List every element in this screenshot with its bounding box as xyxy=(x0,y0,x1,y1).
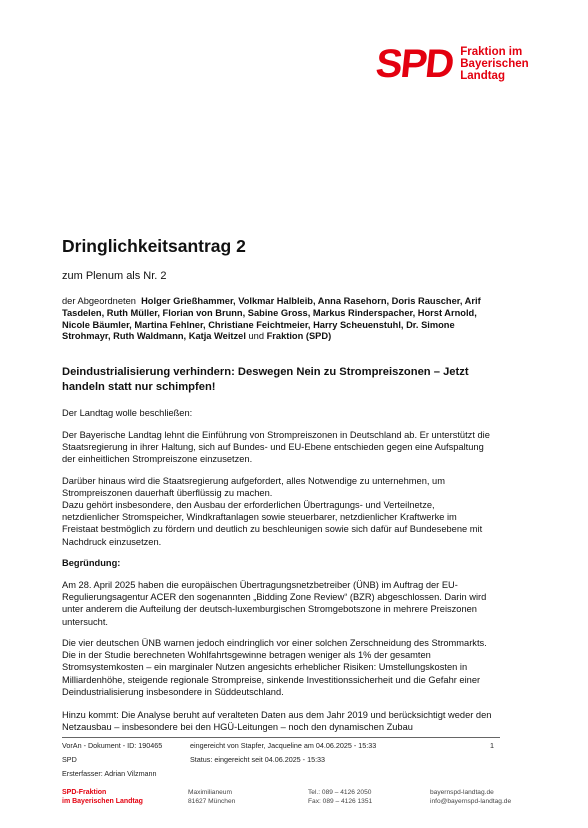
footer-contact xyxy=(430,788,511,806)
submitted-by: eingereicht von Stapfer, Jacqueline am 04.06.2025 - 15:33 xyxy=(190,741,377,750)
footer-meta-row-2 xyxy=(62,755,500,764)
footer-tel: Tel.: 089 – 4126 2050 xyxy=(308,789,372,796)
footer-phone xyxy=(308,788,372,806)
first-author: Ersterfasser: Adrian Vilzmann xyxy=(62,769,157,778)
motion-heading: Deindustrialisierung verhindern: Deswegen Nein zu Strompreiszonen – Jetzt handeln statt nur schimpfen! xyxy=(62,366,469,393)
authors-faction: Fraktion (SPD) xyxy=(266,331,332,342)
footer-rule xyxy=(62,737,500,738)
logo-mark: SPD xyxy=(373,42,455,86)
paragraph-5: Hinzu kommt: Die Analyse beruht auf veralteten Daten aus dem Jahr 2019 und berücksichtigt weder den Netzausbau – insbesondere bei den HGÜ-Leitungen – noch den dynamischen Zubau xyxy=(62,710,492,733)
authors-joiner: und xyxy=(248,331,265,342)
logo-text xyxy=(460,46,528,82)
footer-org-line-1: SPD-Fraktion xyxy=(62,789,107,796)
intro-paragraph: Der Landtag wolle beschließen: xyxy=(62,408,193,418)
document-subtitle: zum Plenum als Nr. 2 xyxy=(62,270,167,282)
authors-prefix: der Abgeordneten xyxy=(62,296,136,306)
logo-line-2: Bayerischen xyxy=(460,58,529,70)
logo-line-3: Landtag xyxy=(460,70,505,82)
footer-address-line-1: Maximilianeum xyxy=(188,789,232,796)
party: SPD xyxy=(62,755,77,764)
authors-paragraph xyxy=(62,296,492,343)
page-number: 1 xyxy=(490,741,494,750)
footer-meta-row-3 xyxy=(62,769,500,778)
paragraph-2a: Darüber hinaus wird die Staatsregierung aufgefordert, alles Notwendige zu unternehmen, um Strompreiszonen dauerhaft überflüssig zu machen. xyxy=(62,476,445,499)
begruendung-label: Begründung: xyxy=(62,558,121,568)
paragraph-3: Am 28. April 2025 haben die europäischen Übertragungsnetzbetreiber (ÜNB) im Auftrag der EU-Regulierungsagentur ACER den sogenannten „Bidding Zone Review“ (BZR) abgeschlossen. Darin wird unter anderem die Aufteilung der deutsch-luxemburgischen Stromgebotszone in mehrere Preiszonen untersucht. xyxy=(62,580,487,627)
authors-names: Holger Grießhammer, Volkmar Halbleib, Anna Rasehorn, Doris Rauscher, Arif Tasdelen, Ruth Müller, Florian von Brunn, Sabine Gross, Markus Rinderspacher, Horst Arnold, Nicole Bäumler, Martina Fehlner, Christiane Feichtmeier, Harry Scheuenstuhl, Dr. Simone Strohmayr, Ruth Waldmann, Katja Weitzel xyxy=(62,296,481,342)
footer-fax: Fax: 089 – 4126 1351 xyxy=(308,798,373,805)
paragraph-1: Der Bayerische Landtag lehnt die Einführung von Strompreiszonen in Deutschland ab. Er unterstützt die Staatsregierung in ihrer Haltung, sich auf Bundes- und EU-Ebene entschieden gegen eine Aufspaltung der einheitlichen Strompreiszone einzusetzen. xyxy=(62,430,490,465)
footer-address xyxy=(188,788,235,806)
paragraph-2b: Dazu gehört insbesondere, den Ausbau der erforderlichen Übertragungs- und Verteilnetze, netzdienlicher Stromspeicher, Windkraftanlagen sowie steuerbarer, netzdienlicher Kraftwerke im Freistaat bestmöglich zu fördern und deutlich zu beschleunigen sowie sich dafür auf Bundesebene mit Nachdruck einzusetzen. xyxy=(62,500,483,547)
footer-org xyxy=(62,788,143,806)
footer-mail-link[interactable]: info@bayernspd-landtag.de xyxy=(430,798,512,805)
status-text: Status: eingereicht seit 04.06.2025 - 15:33 xyxy=(190,755,326,764)
spd-logo xyxy=(373,42,529,86)
logo-line-1: Fraktion im xyxy=(460,46,523,58)
paragraph-4: Die vier deutschen ÜNB warnen jedoch eindringlich vor einer solchen Zerschneidung des Strommarkts. Die in der Studie berechneten Wohlfahrtsgewinne betragen weniger als 1% der gesamten Stromsystemkosten – ein marginaler Nutzen angesichts erheblicher Risiken: Umstellungskosten in Milliardenhöhe, steigende regionale Strompreise, sinkende Investitionssicherheit und die Gefahr einer Deindustrialisierung insbesondere in Süddeutschland. xyxy=(62,638,487,697)
footer-meta-row-1 xyxy=(62,741,500,750)
footer-org-line-2: im Bayerischen Landtag xyxy=(62,798,143,805)
footer-web-link[interactable]: bayernspd-landtag.de xyxy=(430,789,494,796)
document-title: Dringlichkeitsantrag 2 xyxy=(62,236,246,256)
document-id: VorAn - Dokument - ID: 190465 xyxy=(62,741,163,750)
footer-address-line-2: 81627 München xyxy=(188,798,236,805)
